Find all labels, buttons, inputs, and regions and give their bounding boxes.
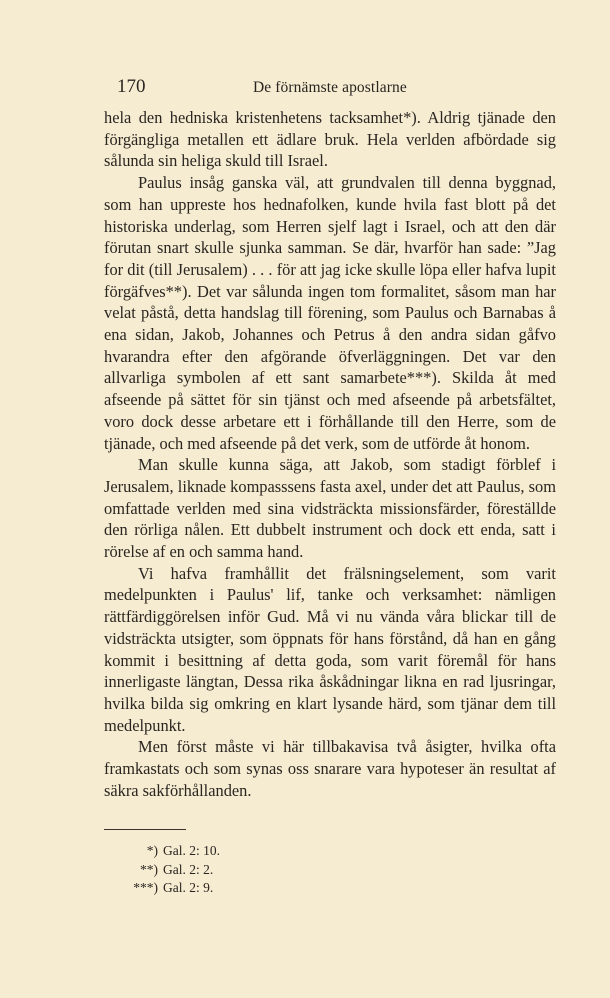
- footnote-text: Gal. 2: 10.: [163, 843, 220, 858]
- footnote-mark: **): [140, 861, 158, 877]
- page-header: [103, 76, 557, 102]
- footnote-text: Gal. 2: 2.: [163, 861, 214, 877]
- paragraph: Man skulle kunna säga, att Jakob, som stadigt förblef i Jerusalem, liknade kompasssens fasta axel, under det att Paulus, som omfattade verlden med sina vidsträckta missionsfärder, föreställde den rörliga nålen. Ett dubbelt instrument och dock ett enda, satt i rörelse af en och samma hand.: [104, 455, 556, 562]
- paragraph: Paulus insåg ganska väl, att grundvalen till denna byggnad, som han uppreste hos hednafolken, kunde hvila fast blott på det historiska underlag, som Herren sjelf lagt i Israel, och att den där förutan snart skulle sjunka samman. Se där, hvarför han sade: ”Jag for dit (till Jerusalem) . . . för att jag icke skulle löpa eller hafva lupit förgäfves**). Det var sålunda ingen tom formalitet, såsom man har velat påstå, detta handslag till förening, som Paulus och Barnabas å ena sidan, Jakob, Johannes och Petrus å den andra sidan gåfvo hvarandra efter den afgörande öfverläggningen. Det var den allvarliga symbolen af ett sant samarbete***). Skilda åt med afseende på sättet för sin tjänst och med afseende på arbetsfältet, voro dock desse arbetare ett i förhållande till den Herre, som de tjänade, och med afseende på det verk, som de utförde åt honom.: [104, 173, 556, 453]
- footnote: [122, 842, 322, 861]
- paragraph: Men först måste vi här tillbakavisa två åsigter, hvilka ofta framkastats och som synas oss snarare vara hypoteser än resultat af säkra sakförhållanden.: [104, 737, 556, 800]
- footnote-rule: [104, 829, 186, 830]
- page-number: 170: [117, 76, 146, 97]
- body-text: [104, 107, 556, 802]
- footnote: [122, 861, 322, 880]
- footnote-mark: *): [146, 843, 158, 858]
- paragraph: hela den hedniska kristenhetens tacksamhet*). Aldrig tjänade den förgängliga metallen ett ädlare bruk. Hela verlden afbördade sig sålunda sin heliga skuld till Israel.: [104, 108, 556, 171]
- footnote-mark: ***): [133, 880, 158, 895]
- paragraph: Vi hafva framhållit det frälsningselement, som varit medelpunkten i Paulus' lif, tanke och verksamhet: nämligen rättfärdiggörelsen inför Gud. Må vi nu vända våra blickar till de vidsträckta utsigter, som öppnats för hans förstånd, då han en gång kommit i besittning af detta goda, som varit föremål för hans innerligaste längtan, Dessa rika åskådningar likna en rad ljusringar, hvilka bilda sig omkring en klart lysande härd, som tjänar dem till medelpunkt.: [104, 563, 556, 735]
- running-title: De förnämste apostlarne: [253, 79, 407, 96]
- footnote: [122, 879, 322, 898]
- footnotes: [122, 842, 322, 898]
- footnote-text: Gal. 2: 9.: [163, 880, 214, 895]
